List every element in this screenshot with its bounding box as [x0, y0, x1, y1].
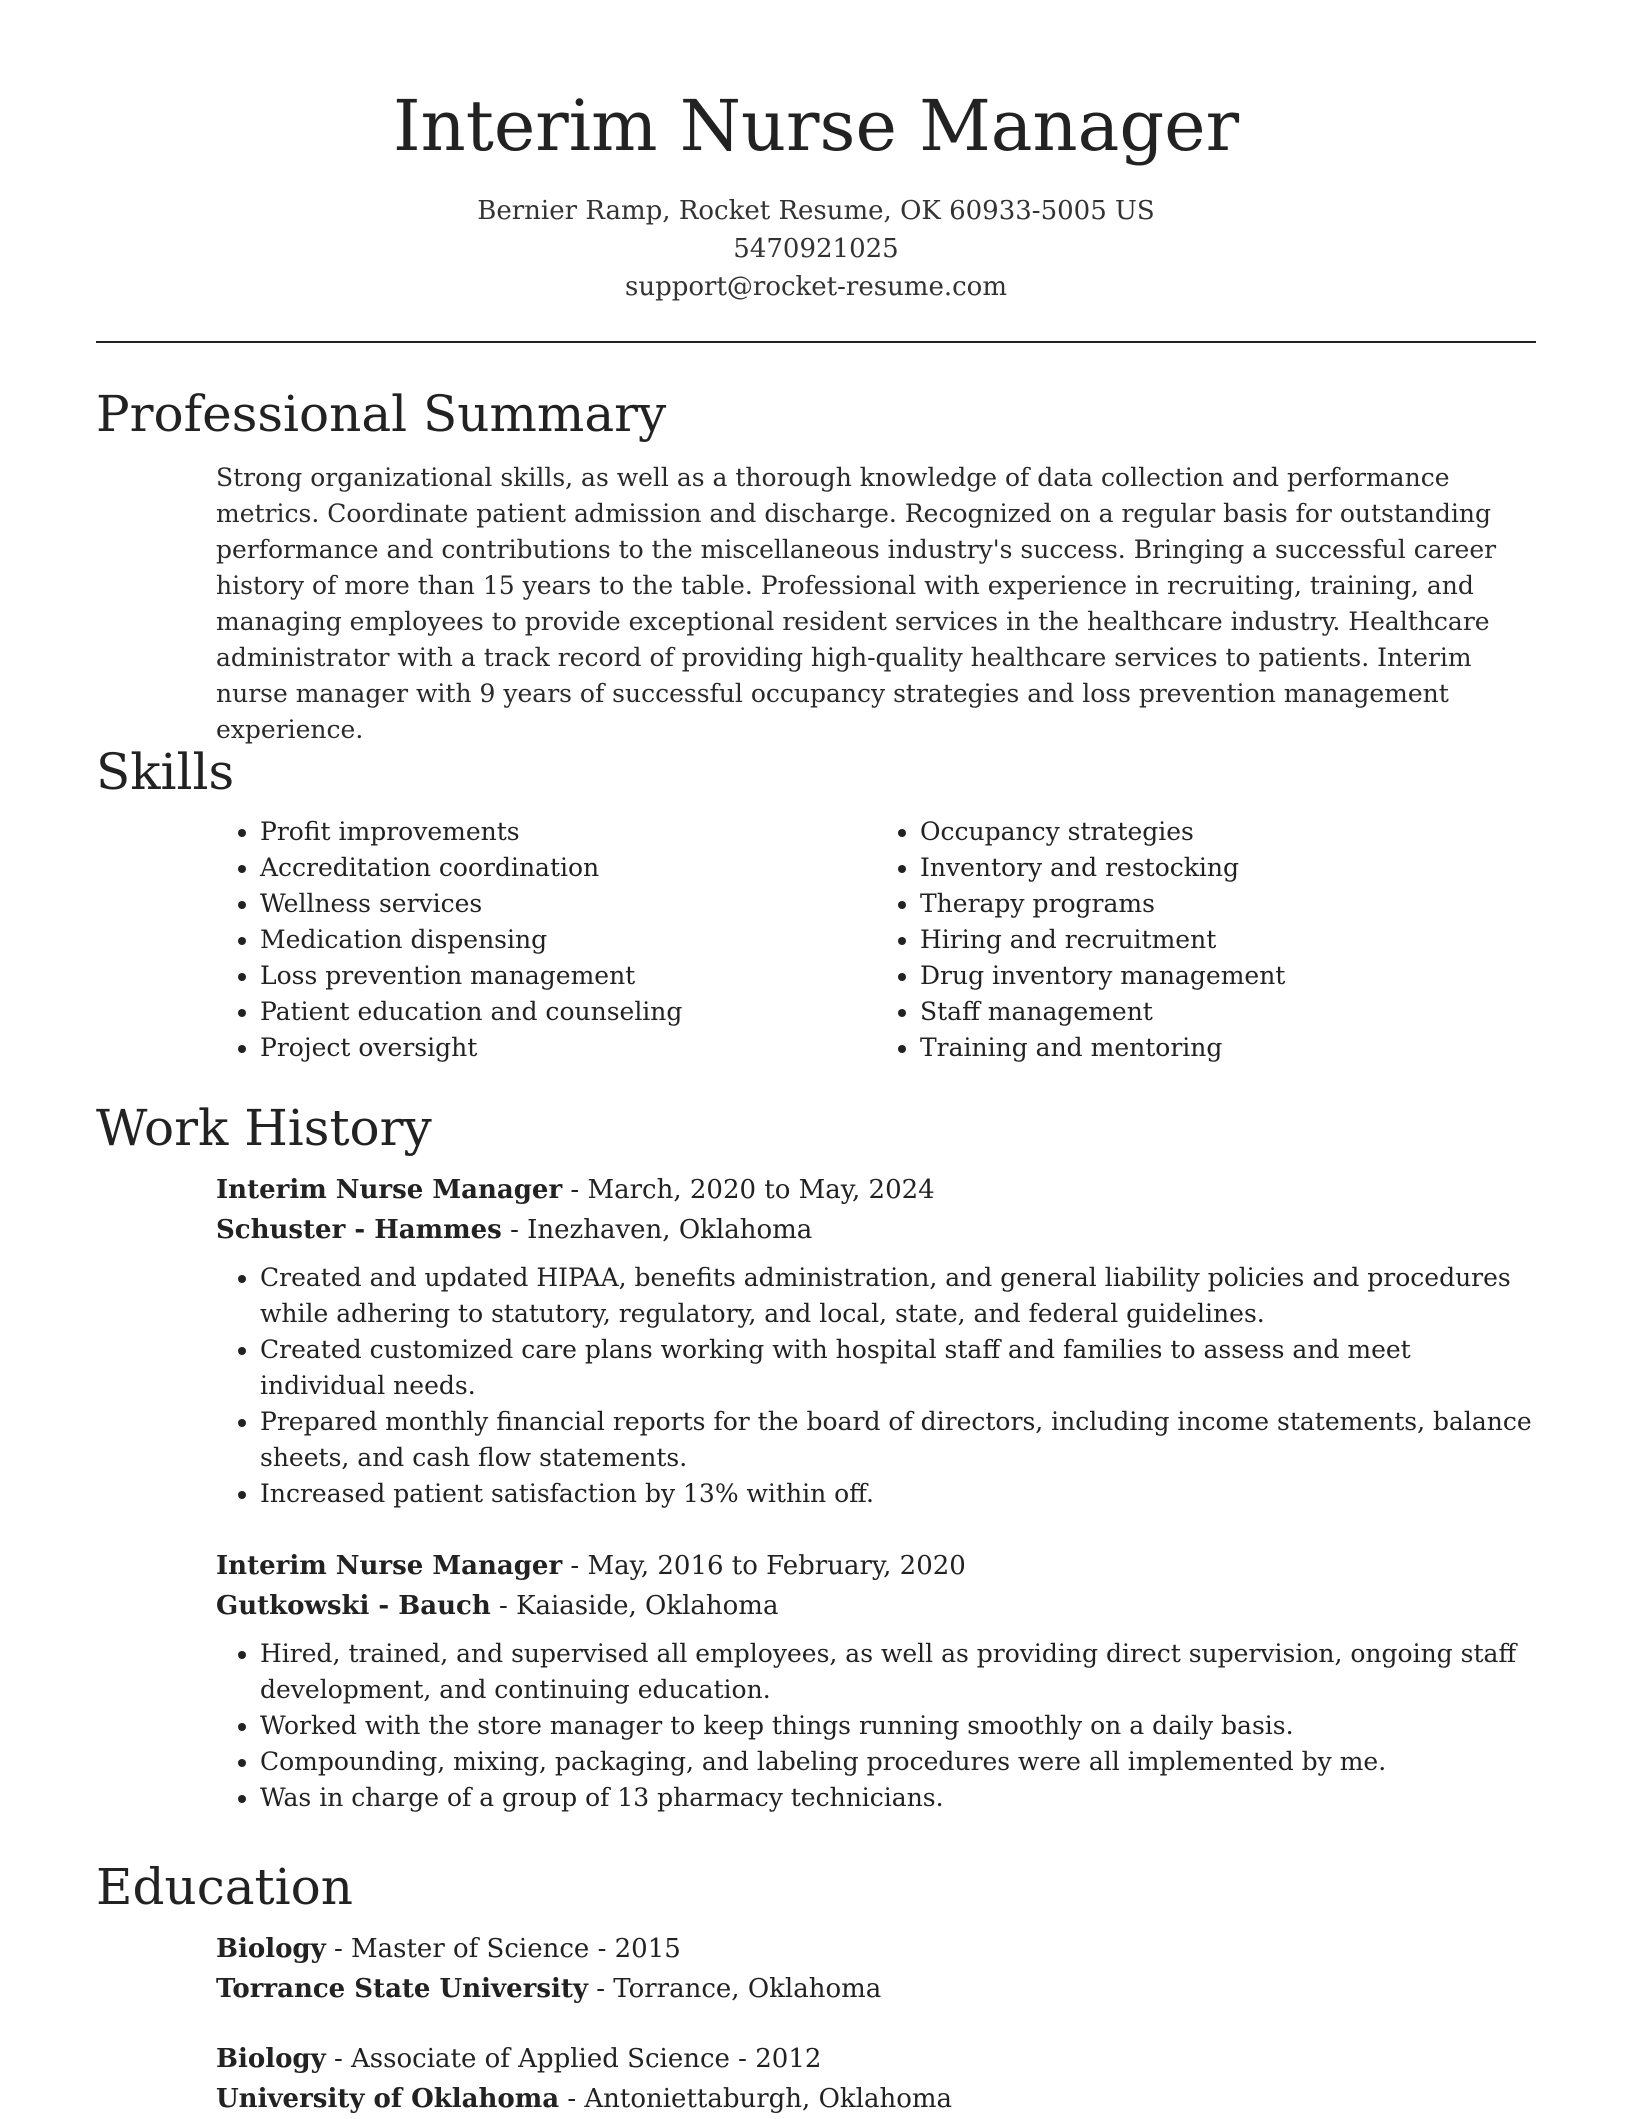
summary-section: [96, 384, 1536, 748]
job-bullet: • Increased patient satisfaction by 13% within off.: [260, 1476, 1536, 1512]
skill-item: • Occupancy strategies: [920, 814, 1536, 850]
job-location: - Kaiaside, Oklahoma: [490, 1591, 779, 1621]
job-role: Interim Nurse Manager: [216, 1551, 563, 1581]
education-field: Biology: [216, 1934, 326, 1964]
skill-item: • Staff management: [920, 994, 1536, 1030]
skills-grid: [216, 814, 1536, 1066]
education-title: Education: [96, 1858, 353, 1916]
job-company-line: [216, 1586, 1536, 1626]
job-bullets: [216, 1636, 1536, 1816]
contact-info: [0, 192, 1632, 306]
job-company: Schuster - Hammes: [216, 1215, 502, 1245]
education-school: Torrance State University: [216, 1974, 588, 2004]
skill-item: • Wellness services: [260, 886, 876, 922]
skill-item: • Accreditation coordination: [260, 850, 876, 886]
skills-column-left: [216, 814, 876, 1066]
header-divider: [96, 341, 1536, 343]
education-location: - Torrance, Oklahoma: [587, 1974, 882, 2004]
job-bullet: • Prepared monthly financial reports for the board of directors, including income statements, balance sheets, and cash flow statements.: [260, 1404, 1536, 1476]
summary-text: Strong organizational skills, as well as a thorough knowledge of data collection and performance metrics. Coordinate patient admission and discharge. Recognized on a regular basis for outstanding performance and contributions to the miscellaneous industry's success. Bringing a successful career history of more than 15 years to the table. Professional with experience in recruiting, training, and managing employees to provide exceptional resident services in the healthcare industry. Healthcare administrator with a track record of providing high-quality healthcare services to patients. Interim nurse manager with 9 years of successful occupancy strategies and loss prevention management experience.: [216, 463, 1497, 744]
job-dates: - March, 2020 to May, 2024: [562, 1175, 935, 1205]
contact-email: support@rocket-resume.com: [624, 272, 1007, 302]
job-bullet: • Hired, trained, and supervised all employees, as well as providing direct supervision, ongoing staff development, and continuing education.: [260, 1636, 1536, 1708]
job-entry: [216, 1170, 1536, 1512]
skill-item: • Therapy programs: [920, 886, 1536, 922]
education-degree: - Master of Science: [325, 1934, 590, 1964]
job-location: - Inezhaven, Oklahoma: [501, 1215, 813, 1245]
summary-title: Professional Summary: [96, 385, 667, 443]
candidate-name: Interim Nurse Manager: [392, 85, 1240, 167]
skill-item: • Patient education and counseling: [260, 994, 876, 1030]
skills-title: Skills: [96, 743, 235, 801]
job-bullet: • Was in charge of a group of 13 pharmacy technicians.: [260, 1780, 1536, 1816]
skill-item: • Profit improvements: [260, 814, 876, 850]
education-degree: - Associate of Applied Science: [325, 2044, 730, 2074]
skill-item: • Drug inventory management: [920, 958, 1536, 994]
education-degree-line: [216, 2039, 1536, 2079]
skill-item: • Training and mentoring: [920, 1030, 1536, 1066]
education-field: Biology: [216, 2044, 326, 2074]
job-bullet: • Created customized care plans working with hospital staff and families to assess and meet individual needs.: [260, 1332, 1536, 1404]
job-entry: [216, 1546, 1536, 1816]
education-location: - Antoniettaburgh, Oklahoma: [559, 2084, 953, 2114]
skill-item: • Inventory and restocking: [920, 850, 1536, 886]
education-section: [96, 1857, 1536, 2119]
job-company: Gutkowski - Bauch: [216, 1591, 491, 1621]
skills-section: [96, 742, 1536, 1066]
education-year: - 2015: [589, 1934, 681, 1964]
skill-item: • Medication dispensing: [260, 922, 876, 958]
job-bullet: • Compounding, mixing, packaging, and labeling procedures were all implemented by me.: [260, 1744, 1536, 1780]
resume-header: [0, 0, 1632, 306]
work-history-title: Work History: [96, 1099, 432, 1157]
education-entry: [216, 1929, 1536, 2009]
job-title-line: [216, 1546, 1536, 1586]
contact-phone: 5470921025: [733, 234, 899, 264]
skill-item: • Project oversight: [260, 1030, 876, 1066]
job-bullets: [216, 1260, 1536, 1512]
contact-address: Bernier Ramp, Rocket Resume, OK 60933-5005 US: [477, 196, 1155, 226]
job-dates: - May, 2016 to February, 2020: [562, 1551, 966, 1581]
education-year: - 2012: [729, 2044, 822, 2074]
education-degree-line: [216, 1929, 1536, 1969]
skill-item: • Loss prevention management: [260, 958, 876, 994]
job-bullet: • Worked with the store manager to keep things running smoothly on a daily basis.: [260, 1708, 1536, 1744]
job-title-line: [216, 1170, 1536, 1210]
education-school: University of Oklahoma: [216, 2084, 560, 2114]
work-history-section: [96, 1098, 1536, 1816]
education-entry: [216, 2039, 1536, 2119]
skill-item: • Hiring and recruitment: [920, 922, 1536, 958]
skills-column-right: [876, 814, 1536, 1066]
job-company-line: [216, 1210, 1536, 1250]
job-bullet: • Created and updated HIPAA, benefits administration, and general liability policies and procedures while adhering to statutory, regulatory, and local, state, and federal guidelines.: [260, 1260, 1536, 1332]
education-school-line: [216, 1969, 1536, 2009]
education-school-line: [216, 2079, 1536, 2119]
job-role: Interim Nurse Manager: [216, 1175, 563, 1205]
